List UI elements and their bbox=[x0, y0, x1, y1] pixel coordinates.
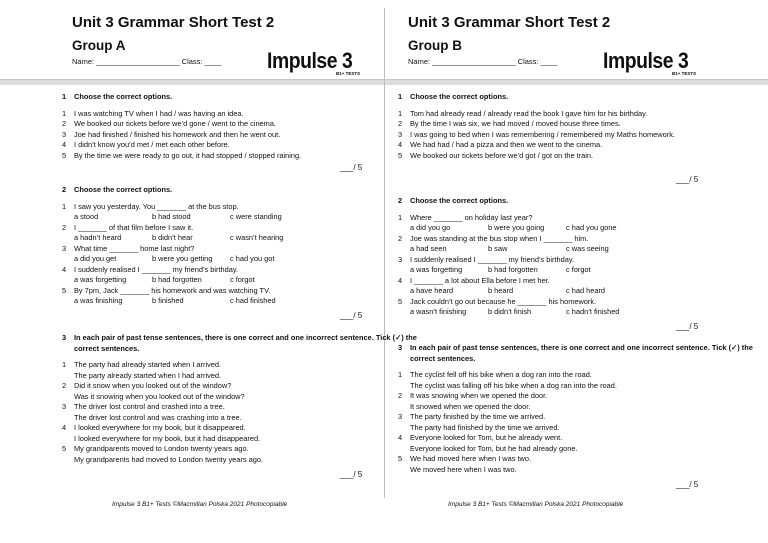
list-item: 3 I was going to bed when I was remembering / remembered my Maths homework. bbox=[398, 129, 675, 139]
impulse-logo: Impulse 3 bbox=[267, 48, 353, 73]
score-box: ___/ 5 bbox=[340, 163, 363, 172]
list-item: 3 What time _______ home last night? bbox=[62, 243, 195, 253]
list-item: 2 By the time I was six, we had moved / moved house three times. bbox=[398, 119, 621, 128]
list-item: 1 Tom had already read / already read the book I gave him for his birthday. bbox=[398, 108, 648, 118]
list-item: 5 My grandparents moved to London twenty years ago. bbox=[62, 444, 249, 453]
list-item: 1 The cyclist fell off his bike when a dog ran into the road. bbox=[398, 370, 592, 379]
name-class-line: Name: ____________________ Class: ____ bbox=[72, 57, 222, 66]
name-class-line: Name: ____________________ Class: ____ bbox=[408, 57, 558, 66]
group-label: Group B bbox=[408, 38, 462, 53]
list-item: 3 The driver lost control and crashed into a tree. bbox=[62, 402, 225, 411]
section-1: 1 Choose the correct options. 1 I was watching TV when I had / was having an idea. 2 We booked our tickets before we’d gone / went to the cinema. 3 Joe had finished / finished his homework and then he went out. 4 I didn’t know you’d met / met each other before. 5 By the time we were ready to go out, it had stopped / stopped raining. bbox=[62, 92, 422, 161]
score-box: ___/ 5 bbox=[676, 175, 699, 184]
list-item: 2 We booked our tickets before we’d gone / went to the cinema. bbox=[62, 119, 276, 128]
logo-subtitle: B1+ TESTS bbox=[336, 71, 361, 76]
section-heading: In each pair of past tense sentences, there is one correct and one incorrect sentence. Tick (✓) the correct sentences. bbox=[74, 333, 417, 353]
footer-copyright: Impulse 3 B1+ Tests ©Macmillan Polska 2021 Photocopiable bbox=[448, 501, 624, 508]
impulse-logo: Impulse 3 bbox=[603, 48, 689, 73]
list-item: 4 We had had / had a pizza and then we went to the cinema. bbox=[398, 140, 603, 149]
page-title: Unit 3 Grammar Short Test 2 bbox=[72, 14, 275, 31]
section-3: 3 In each pair of past tense sentences, there is one correct and one incorrect sentence. Tick (✓) the correct sentences. 1 The cyclist fell off his bike when a dog ran into the road. The cyclist was falling off his bike when a dog ran into the road. 2 It was snowing when we opened the door. It snowed when we opened the door. 3 The party finished by the time we arrived. The party had finished by the time we arrived. 4 Everyone looked for Tom, but he already went. Everyone looked for Tom, but he had already gone. 5 We had moved here when I was two. We moved here when I was two. bbox=[398, 343, 758, 475]
list-item: 5 Jack couldn’t go out because he _______ his homework. bbox=[398, 296, 597, 306]
section-heading: Choose the correct options. bbox=[74, 185, 173, 194]
list-item: 3 Joe had finished / finished his homework and then he went out. bbox=[62, 129, 281, 139]
section-heading: Choose the correct options. bbox=[410, 92, 509, 101]
list-item: 4 Everyone looked for Tom, but he already went. bbox=[398, 433, 563, 442]
list-item: 2 It was snowing when we opened the door. bbox=[398, 391, 548, 400]
score-box: ___/ 5 bbox=[676, 322, 699, 331]
list-item: 5 By the time we were ready to go out, it had stopped / stopped raining. bbox=[62, 150, 302, 160]
page-title: Unit 3 Grammar Short Test 2 bbox=[408, 14, 611, 31]
test-group-b bbox=[398, 0, 768, 543]
test-group-a bbox=[62, 0, 432, 543]
list-item: 3 I suddenly realised I _______ my friend’s birthday. bbox=[398, 254, 575, 264]
group-label: Group A bbox=[72, 38, 126, 53]
list-item: 2 Did it snow when you looked out of the window? bbox=[62, 381, 232, 390]
section-2: 2 Choose the correct options. 1 I saw you yesterday. You _______ at the bus stop. a stood b had stood c were standing 2 I _______ of that film before I saw it. a hadn’t heard b didn’t hear c wasn’t hearing 3 What time _______ home last night? a did you get b were you getting c had you got 4 I suddenly realised I _______ my friend’s birthday. a was forgetting b had forgotten c forgot 5 By 7pm, Jack _______ his homework and was watching TV. a was finishing b finished c had finished bbox=[62, 185, 422, 307]
list-item: 4 I suddenly realised I _______ my friend’s birthday. bbox=[62, 264, 239, 274]
section-heading: In each pair of past tense sentences, there is one correct and one incorrect sentence. Tick (✓) the correct sentences. bbox=[410, 343, 753, 363]
list-item: 1 I saw you yesterday. You _______ at the bus stop. bbox=[62, 201, 239, 211]
score-box: ___/ 5 bbox=[676, 480, 699, 489]
list-item: 2 Joe was standing at the bus stop when I _______ him. bbox=[398, 233, 589, 243]
list-item: 1 The party had already started when I arrived. bbox=[62, 360, 222, 369]
section-3: 3 In each pair of past tense sentences, there is one correct and one incorrect sentence. Tick (✓) the correct sentences. 1 The party had already started when I arrived. The party already started when I had arrived. 2 Did it snow when you looked out of the window? Was it snowing when you looked out of the window? 3 The driver lost control and crashed into a tree. The driver lost control and was crashing into a tree. 4 I looked everywhere for my book, but it disappeared. I looked everywhere for my book, but it had disappeared. 5 My grandparents moved to London twenty years ago. My grandparents had moved to London twenty years ago. bbox=[62, 333, 422, 465]
list-item: 3 The party finished by the time we arrived. bbox=[398, 412, 546, 421]
list-item: 1 Where _______ on holiday last year? bbox=[398, 212, 533, 222]
list-item: 1 I was watching TV when I had / was having an idea. bbox=[62, 108, 244, 118]
section-1: 1 Choose the correct options. 1 Tom had already read / already read the book I gave him for his birthday. 2 By the time I was six, we had moved / moved house three times. 3 I was going to bed when I was remembering / remembered my Maths homework. 4 We had had / had a pizza and then we went to the cinema. 5 We booked our tickets before we’d got / got on the train. bbox=[398, 92, 758, 161]
list-item: 5 By 7pm, Jack _______ his homework and was watching TV. bbox=[62, 285, 271, 295]
list-item: 5 We had moved here when I was two. bbox=[398, 454, 532, 463]
logo-subtitle: B1+ TESTS bbox=[672, 71, 697, 76]
score-box: ___/ 5 bbox=[340, 470, 363, 479]
list-item: 5 We booked our tickets before we’d got / got on the train. bbox=[398, 150, 594, 160]
section-heading: Choose the correct options. bbox=[74, 92, 173, 101]
section-2: 2 Choose the correct options. 1 Where _______ on holiday last year? a did you go b were you going c had you gone 2 Joe was standing at the bus stop when I _______ him. a had seen b saw c was seeing 3 I suddenly realised I _______ my friend’s birthday. a was forgetting b had forgotten c forgot 4 I _______ a lot about Ella before I met her. a have heard b heard c had heard 5 Jack couldn’t go out because he _______ his homework. a wasn’t finishing b didn’t finish c hadn’t finished bbox=[398, 196, 758, 318]
score-box: ___/ 5 bbox=[340, 311, 363, 320]
section-heading: Choose the correct options. bbox=[410, 196, 509, 205]
list-item: 2 I _______ of that film before I saw it. bbox=[62, 222, 194, 232]
list-item: 4 I _______ a lot about Ella before I met her. bbox=[398, 275, 550, 285]
list-item: 4 I looked everywhere for my book, but it disappeared. bbox=[62, 423, 246, 432]
list-item: 4 I didn’t know you’d met / met each other before. bbox=[62, 140, 230, 149]
footer-copyright: Impulse 3 B1+ Tests ©Macmillan Polska 2021 Photocopiable bbox=[112, 501, 288, 508]
